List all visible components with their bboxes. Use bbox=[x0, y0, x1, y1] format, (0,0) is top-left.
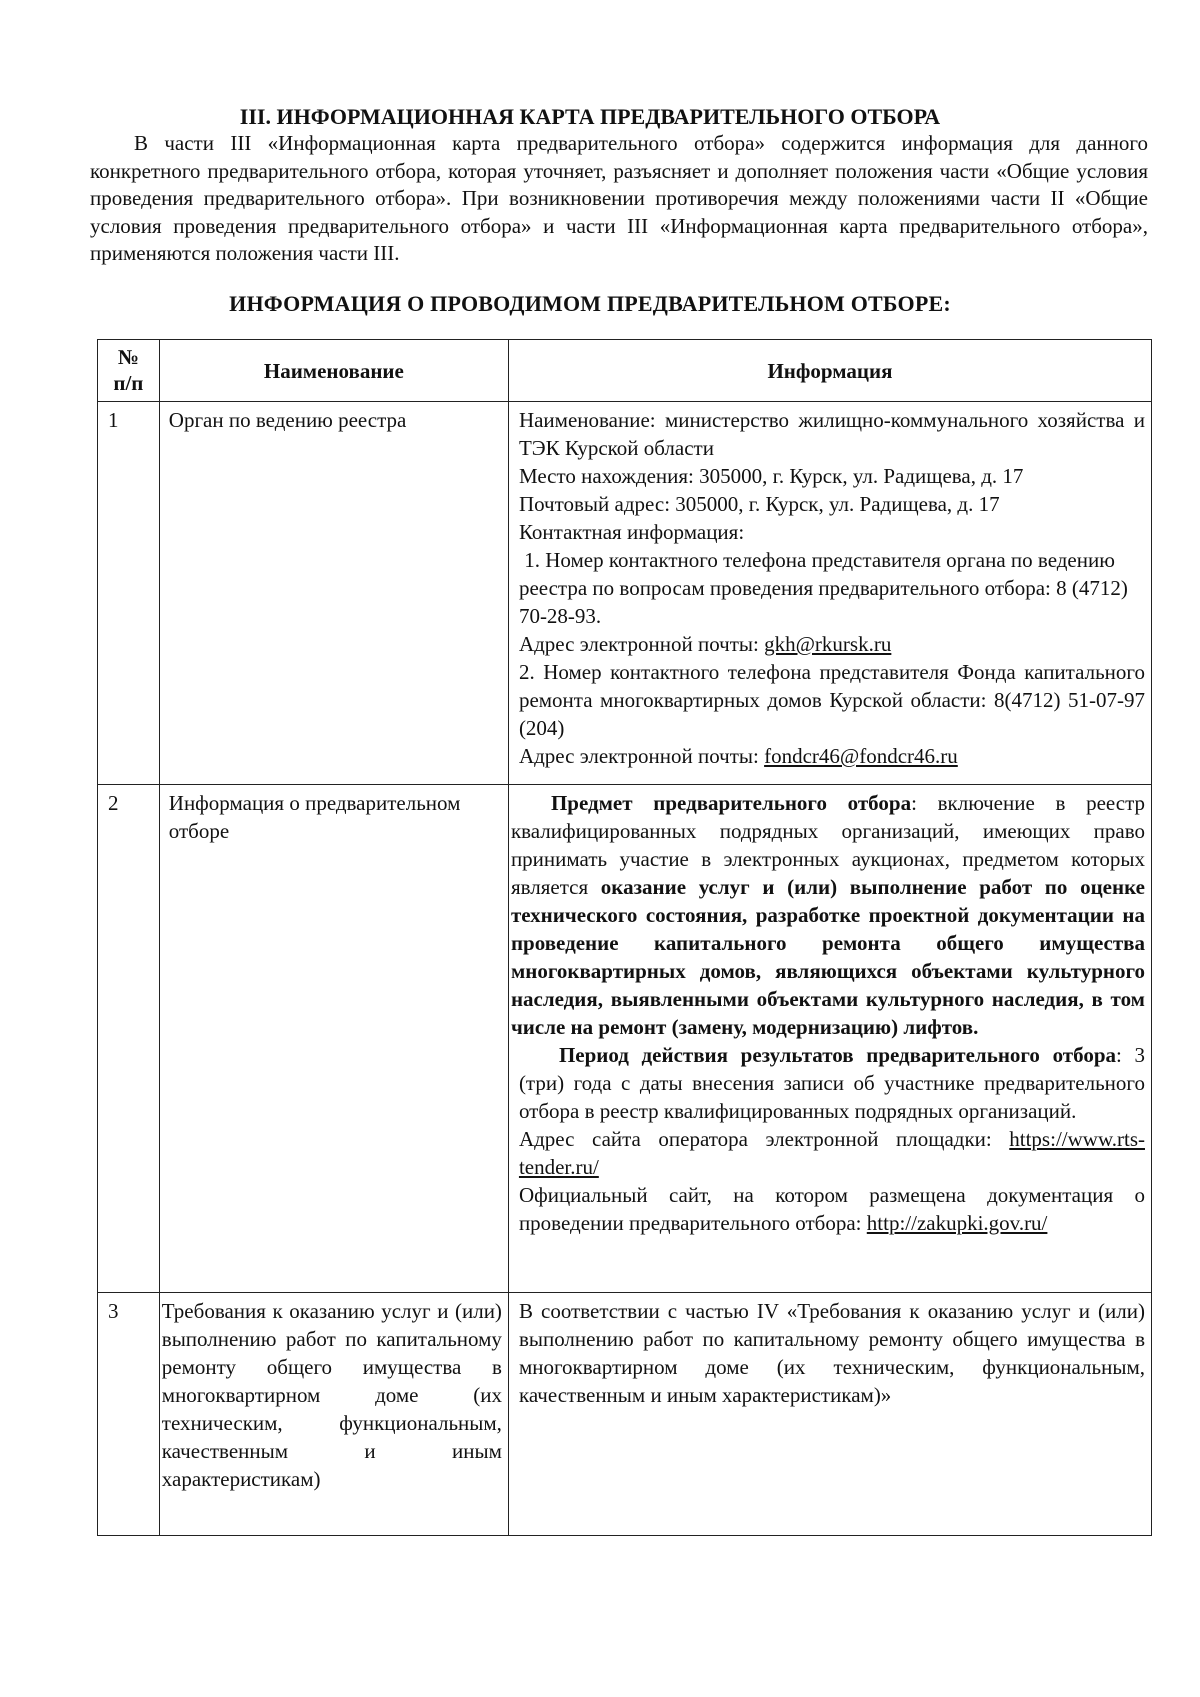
header-info: Информация bbox=[508, 340, 1151, 402]
row1-name: Орган по ведению реестра bbox=[159, 402, 508, 785]
table-header-row bbox=[98, 340, 1152, 402]
intro-paragraph: В части III «Информационная карта предварительного отбора» содержится информация для данного конкретного предварительного отбора, которая уточняет, разъясняет и дополняет положения части «Общие условия проведения предварительного отбора». При возникновении противоречия между положениями части II «Общие условия проведения предварительного отбора» и части III «Информационная карта предварительного отбора», применяются положения части III. bbox=[90, 131, 1148, 265]
row1-line-location: Место нахождения: 305000, г. Курск, ул. Радищева, д. 17 bbox=[518, 464, 1024, 488]
row1-line-name: Наименование: министерство жилищно-коммунального хозяйства и ТЭК Курской области bbox=[518, 408, 1145, 460]
row2-subject: Предмет предварительного отбора: включение в реестр квалифицированных подрядных организаций, имеющих право принимать участие в электронных аукционах, предметом которых является оказание услуг и (или) выполнение работ по оценке технического состояния, разработке проектной документации на проведение капитального ремонта общего имущества многоквартирных домов, являющихся объектами культурного наследия, выявленными объектами культурного наследия, в том числе на ремонт (замену, модернизацию) лифтов. bbox=[510, 791, 1146, 1039]
row1-info bbox=[508, 402, 1151, 785]
row1-email1-line: Адрес электронной почты: gkh@rkursk.ru bbox=[518, 632, 892, 656]
rts-tender-link[interactable]: https://www.rts-tender.ru/ bbox=[518, 1127, 1145, 1179]
row2-site: Адрес сайта оператора электронной площадки: https://www.rts-tender.ru/ bbox=[518, 1127, 1145, 1179]
row1-line-postal: Почтовый адрес: 305000, г. Курск, ул. Радищева, д. 17 bbox=[518, 492, 1000, 516]
table-title: ИНФОРМАЦИЯ О ПРОВОДИМОМ ПРЕДВАРИТЕЛЬНОМ ОТБОРЕ: bbox=[229, 291, 951, 316]
row1-line-phone2: 2. Номер контактного телефона представителя Фонда капитального ремонта многоквартирных домов Курской области: 8(4712) 51-07-97 (204) bbox=[518, 660, 1145, 740]
table-row bbox=[98, 402, 1152, 785]
row1-line-phone1: 1. Номер контактного телефона представителя органа по ведению реестра по вопросам проведения предварительного отбора: 8 (4712) 70-28-93. bbox=[518, 548, 1134, 628]
row1-num: 1 bbox=[98, 402, 160, 785]
row2-period: Период действия результатов предварительного отбора: 3 (три) года с даты внесения записи об участнике предварительного отбора в реестр квалифицированных подрядных организаций. bbox=[518, 1043, 1145, 1123]
row2-info bbox=[508, 785, 1151, 1293]
email-link-fondcr[interactable]: fondcr46@fondcr46.ru bbox=[764, 744, 958, 768]
header-num: № п/п bbox=[98, 340, 160, 402]
row3-name: Требования к оказанию услуг и (или) выполнению работ по капитальному ремонту общего имущества в многоквартирном доме (их техническим, функциональным, качественным и иным характеристикам) bbox=[159, 1293, 508, 1536]
row1-line-contacts: Контактная информация: bbox=[518, 520, 745, 544]
row3-info: В соответствии с частью IV «Требования к оказанию услуг и (или) выполнению работ по капитальному ремонту общего имущества в многоквартирном доме (их техническим, функциональным, качественным и иным характеристикам)» bbox=[508, 1293, 1151, 1536]
row2-name: Информация о предварительном отборе bbox=[159, 785, 508, 1293]
section-title: III. ИНФОРМАЦИОННАЯ КАРТА ПРЕДВАРИТЕЛЬНОГО ОТБОРА bbox=[239, 104, 941, 129]
zakupki-link[interactable]: http://zakupki.gov.ru/ bbox=[866, 1211, 1048, 1235]
header-name: Наименование bbox=[159, 340, 508, 402]
table-row bbox=[98, 785, 1152, 1293]
table-row bbox=[98, 1293, 1152, 1536]
row2-num: 2 bbox=[98, 785, 160, 1293]
email-link-gkh[interactable]: gkh@rkursk.ru bbox=[764, 632, 892, 656]
row3-num: 3 bbox=[98, 1293, 160, 1536]
info-table bbox=[97, 339, 1152, 1536]
row2-official: Официальный сайт, на котором размещена документация о проведении предварительного отбора: http://zakupki.gov.ru/ bbox=[518, 1183, 1145, 1235]
row1-email2-line: Адрес электронной почты: fondcr46@fondcr46.ru bbox=[518, 744, 958, 768]
